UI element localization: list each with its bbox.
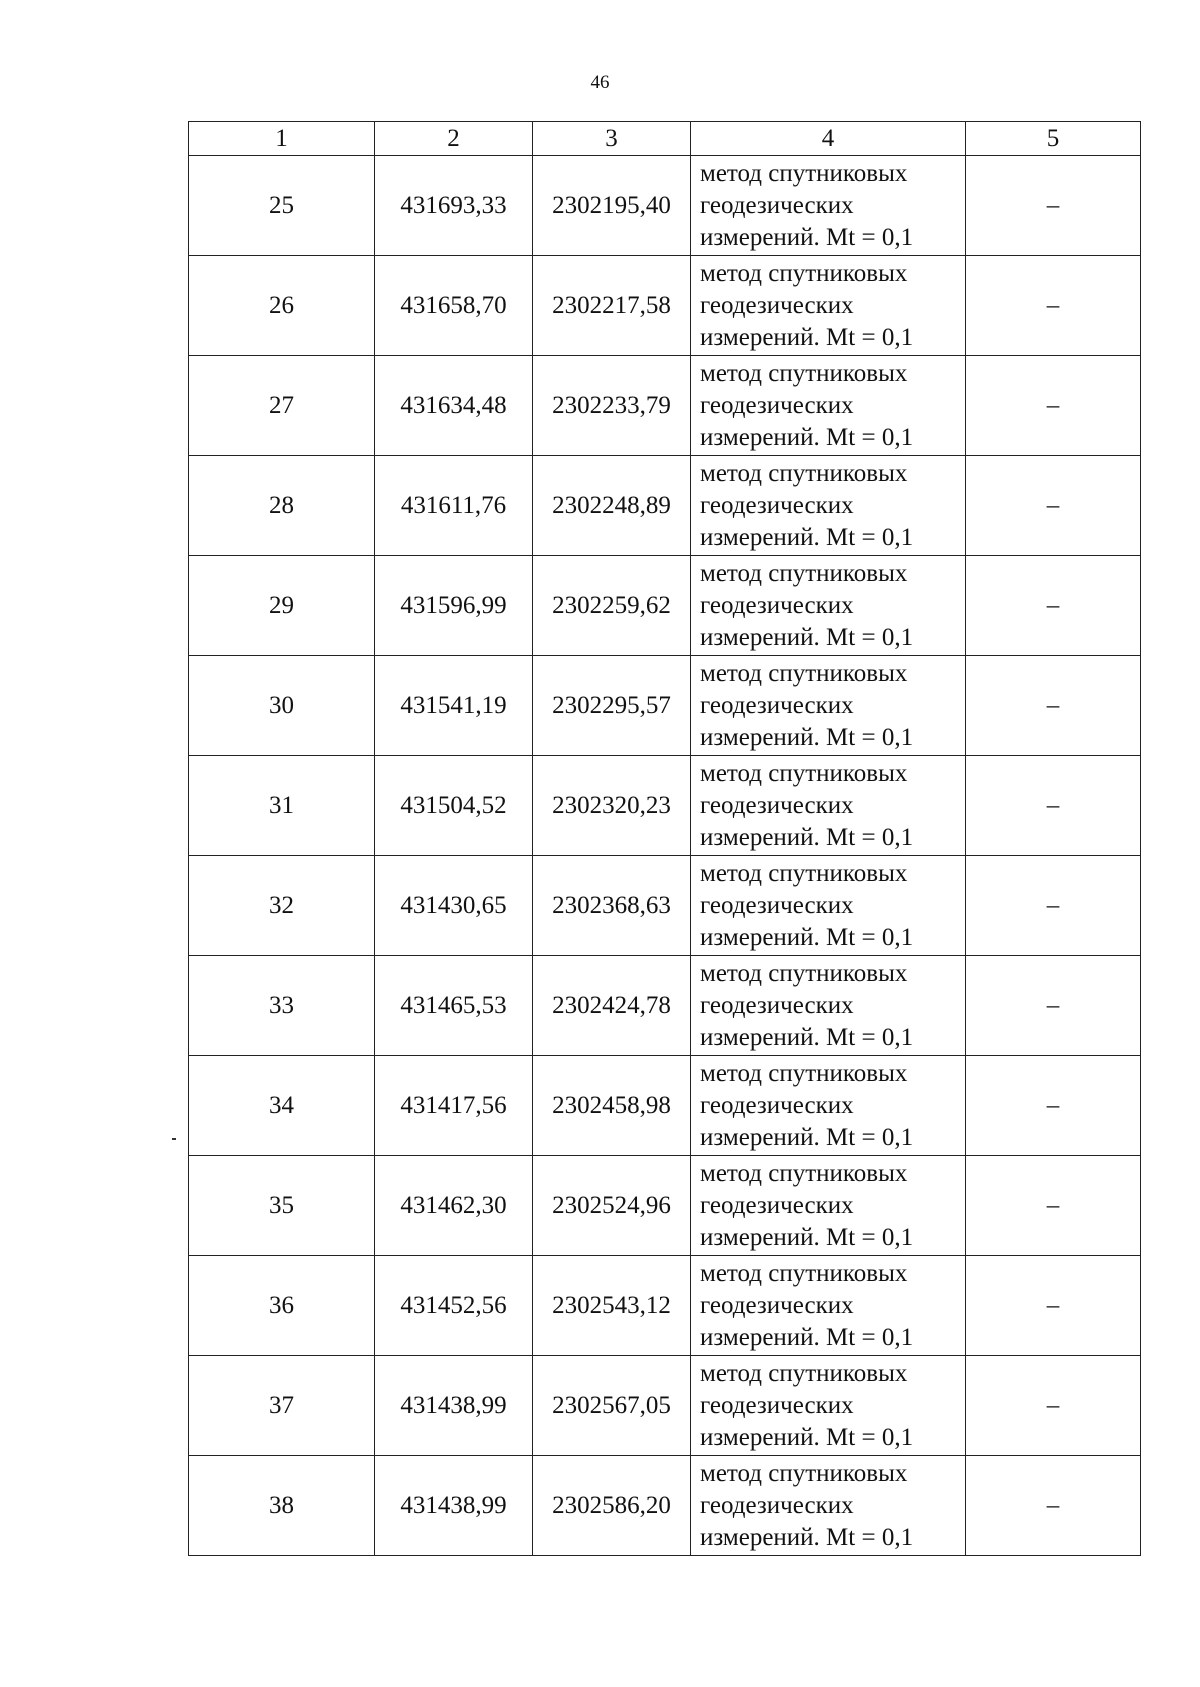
y-coordinate-cell: 2302524,96 — [533, 1156, 691, 1256]
table-row — [189, 756, 1141, 856]
method-cell: метод спутниковых геодезических измерений. Mt = 0,1 — [691, 956, 966, 1056]
point-number-cell: 25 — [189, 156, 375, 256]
note-cell: – — [966, 356, 1141, 456]
method-cell: метод спутниковых геодезических измерений. Mt = 0,1 — [691, 256, 966, 356]
point-number-cell: 28 — [189, 456, 375, 556]
point-number-cell: 35 — [189, 1156, 375, 1256]
point-number-cell: 33 — [189, 956, 375, 1056]
x-coordinate-cell: 431541,19 — [375, 656, 533, 756]
method-cell: метод спутниковых геодезических измерений. Mt = 0,1 — [691, 1156, 966, 1256]
x-coordinate-cell: 431462,30 — [375, 1156, 533, 1256]
method-cell: метод спутниковых геодезических измерений. Mt = 0,1 — [691, 356, 966, 456]
method-cell: метод спутниковых геодезических измерений. Mt = 0,1 — [691, 456, 966, 556]
note-cell: – — [966, 1356, 1141, 1456]
x-coordinate-cell: 431438,99 — [375, 1456, 533, 1556]
note-cell: – — [966, 956, 1141, 1056]
y-coordinate-cell: 2302217,58 — [533, 256, 691, 356]
table-row — [189, 856, 1141, 956]
y-coordinate-cell: 2302543,12 — [533, 1256, 691, 1356]
x-coordinate-cell: 431430,65 — [375, 856, 533, 956]
header-col-1: 1 — [189, 122, 375, 156]
table-row — [189, 1056, 1141, 1156]
method-cell: метод спутниковых геодезических измерений. Mt = 0,1 — [691, 856, 966, 956]
method-cell: метод спутниковых геодезических измерений. Mt = 0,1 — [691, 756, 966, 856]
note-cell: – — [966, 1256, 1141, 1356]
x-coordinate-cell: 431465,53 — [375, 956, 533, 1056]
point-number-cell: 38 — [189, 1456, 375, 1556]
table-row — [189, 656, 1141, 756]
x-coordinate-cell: 431596,99 — [375, 556, 533, 656]
coordinates-table — [188, 121, 1141, 1556]
page-number: 46 — [590, 72, 610, 93]
y-coordinate-cell: 2302567,05 — [533, 1356, 691, 1456]
method-cell: метод спутниковых геодезических измерений. Mt = 0,1 — [691, 656, 966, 756]
method-cell: метод спутниковых геодезических измерений. Mt = 0,1 — [691, 1056, 966, 1156]
table-row — [189, 1156, 1141, 1256]
x-coordinate-cell: 431504,52 — [375, 756, 533, 856]
point-number-cell: 30 — [189, 656, 375, 756]
table-row — [189, 556, 1141, 656]
point-number-cell: 36 — [189, 1256, 375, 1356]
y-coordinate-cell: 2302259,62 — [533, 556, 691, 656]
table-row — [189, 1256, 1141, 1356]
table-header-row — [189, 122, 1141, 156]
x-coordinate-cell: 431634,48 — [375, 356, 533, 456]
table-row — [189, 456, 1141, 556]
note-cell: – — [966, 1456, 1141, 1556]
y-coordinate-cell: 2302248,89 — [533, 456, 691, 556]
note-cell: – — [966, 556, 1141, 656]
note-cell: – — [966, 456, 1141, 556]
x-coordinate-cell: 431693,33 — [375, 156, 533, 256]
table-row — [189, 256, 1141, 356]
method-cell: метод спутниковых геодезических измерений. Mt = 0,1 — [691, 556, 966, 656]
y-coordinate-cell: 2302320,23 — [533, 756, 691, 856]
method-cell: метод спутниковых геодезических измерений. Mt = 0,1 — [691, 1256, 966, 1356]
coordinates-table-container — [188, 121, 1140, 1556]
point-number-cell: 32 — [189, 856, 375, 956]
y-coordinate-cell: 2302458,98 — [533, 1056, 691, 1156]
x-coordinate-cell: 431438,99 — [375, 1356, 533, 1456]
method-cell: метод спутниковых геодезических измерений. Mt = 0,1 — [691, 1456, 966, 1556]
y-coordinate-cell: 2302195,40 — [533, 156, 691, 256]
method-cell: метод спутниковых геодезических измерений. Mt = 0,1 — [691, 156, 966, 256]
header-col-5: 5 — [966, 122, 1141, 156]
note-cell: – — [966, 756, 1141, 856]
note-cell: – — [966, 656, 1141, 756]
table-row — [189, 156, 1141, 256]
point-number-cell: 37 — [189, 1356, 375, 1456]
table-body — [189, 156, 1141, 1556]
y-coordinate-cell: 2302424,78 — [533, 956, 691, 1056]
point-number-cell: 26 — [189, 256, 375, 356]
x-coordinate-cell: 431417,56 — [375, 1056, 533, 1156]
x-coordinate-cell: 431611,76 — [375, 456, 533, 556]
method-cell: метод спутниковых геодезических измерений. Mt = 0,1 — [691, 1356, 966, 1456]
table-row — [189, 1456, 1141, 1556]
point-number-cell: 31 — [189, 756, 375, 856]
y-coordinate-cell: 2302368,63 — [533, 856, 691, 956]
y-coordinate-cell: 2302233,79 — [533, 356, 691, 456]
header-col-3: 3 — [533, 122, 691, 156]
y-coordinate-cell: 2302295,57 — [533, 656, 691, 756]
table-row — [189, 1356, 1141, 1456]
y-coordinate-cell: 2302586,20 — [533, 1456, 691, 1556]
note-cell: – — [966, 256, 1141, 356]
header-col-2: 2 — [375, 122, 533, 156]
note-cell: – — [966, 1056, 1141, 1156]
x-coordinate-cell: 431452,56 — [375, 1256, 533, 1356]
note-cell: – — [966, 1156, 1141, 1256]
note-cell: – — [966, 156, 1141, 256]
point-number-cell: 29 — [189, 556, 375, 656]
note-cell: – — [966, 856, 1141, 956]
point-number-cell: 27 — [189, 356, 375, 456]
margin-mark — [172, 1138, 176, 1140]
table-row — [189, 956, 1141, 1056]
header-col-4: 4 — [691, 122, 966, 156]
x-coordinate-cell: 431658,70 — [375, 256, 533, 356]
point-number-cell: 34 — [189, 1056, 375, 1156]
table-row — [189, 356, 1141, 456]
